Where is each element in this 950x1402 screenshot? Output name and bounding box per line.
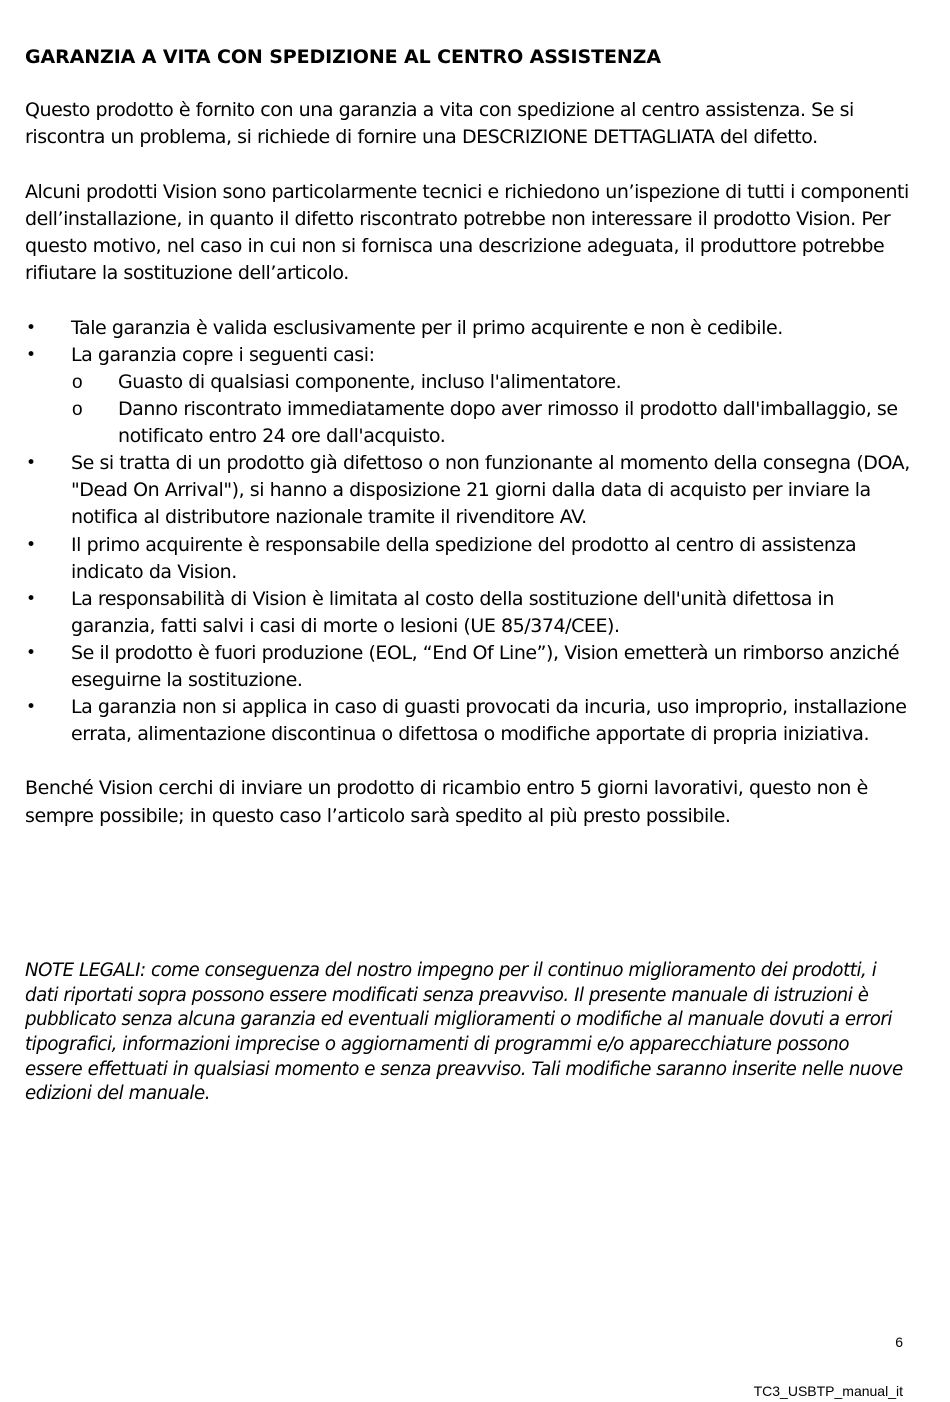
sub-list-item xyxy=(25,369,910,396)
list-item xyxy=(25,450,910,531)
warranty-heading: GARANZIA A VITA CON SPEDIZIONE AL CENTRO ASSISTENZA xyxy=(25,46,661,68)
bullet-marker: • xyxy=(26,642,36,663)
list-item-text: La garanzia non si applica in caso di guasti provocati da incuria, uso improprio, installazione errata, alimentazione discontinua o difettosa o modifiche apportate di propria iniziativa. xyxy=(71,696,907,746)
sub-list-item xyxy=(25,396,910,450)
sub-list-item-text: Guasto di qualsiasi componente, incluso l'alimentatore. xyxy=(118,370,622,393)
warranty-conditions-list xyxy=(25,315,910,749)
bullet-marker: • xyxy=(26,534,36,555)
list-item-text: Se si tratta di un prodotto già difettoso o non funzionante al momento della consegna (DOA, "Dead On Arrival"), si hanno a disposizione 21 giorni dalla data di acquisto per inviare la notifica al distributore nazionale tramite il rivenditore AV. xyxy=(71,452,910,529)
list-item xyxy=(25,694,910,748)
list-item-text: Il primo acquirente è responsabile della spedizione del prodotto al centro di assistenza indicato da Vision. xyxy=(71,533,857,583)
list-item-text: La responsabilità di Vision è limitata al costo della sostituzione dell'unità difettosa in garanzia, fatti salvi i casi di morte o lesioni (UE 85/374/CEE). xyxy=(71,587,834,637)
intro-paragraph: Questo prodotto è fornito con una garanzia a vita con spedizione al centro assistenza. Se si riscontra un problema, si richiede di fornire una DESCRIZIONE DETTAGLIATA del difetto. xyxy=(25,99,854,149)
closing-paragraph: Benché Vision cerchi di inviare un prodotto di ricambio entro 5 giorni lavorativi, questo non è sempre possibile; in questo caso l’articolo sarà spedito al più presto possibile. xyxy=(25,777,868,827)
bullet-marker: • xyxy=(26,317,36,338)
coverage-cases-list xyxy=(25,369,910,450)
page-number: 6 xyxy=(895,1334,903,1350)
bullet-marker: • xyxy=(26,344,36,365)
list-item-text: Tale garanzia è valida esclusivamente per il primo acquirente e non è cedibile. xyxy=(71,316,783,339)
list-item xyxy=(25,315,910,342)
inspection-paragraph: Alcuni prodotti Vision sono particolarmente tecnici e richiedono un’ispezione di tutti i componenti dell’installazione, in quanto il difetto riscontrato potrebbe non interessare il prodotto Vision. Per questo motivo, nel caso in cui non si fornisca una descrizione adeguata, il produttore potrebbe rifiutare la sostituzione dell’articolo. xyxy=(25,180,909,285)
list-item-text: La garanzia copre i seguenti casi: xyxy=(71,343,375,366)
sub-list-item-text: Danno riscontrato immediatamente dopo aver rimosso il prodotto dall'imballaggio, se notificato entro 24 ore dall'acquisto. xyxy=(118,398,898,448)
document-body xyxy=(25,44,910,1107)
legal-note: NOTE LEGALI: come conseguenza del nostro impegno per il continuo miglioramento dei prodotti, i dati riportati sopra possono essere modificati senza preavviso. Il presente manuale di istruzioni è pubblicato senza alcuna garanzia ed eventuali miglioramenti o modifiche al manuale dovuti a errori tipografici, informazioni imprecise o aggiornamenti di programmi e/o apparecchiature possono essere effettuati in qualsiasi momento e senza preavviso. Tali modifiche saranno inserite nelle nuove edizioni del manuale. xyxy=(25,959,903,1105)
spacer xyxy=(25,857,910,959)
bullet-marker: • xyxy=(26,588,36,609)
bullet-marker: • xyxy=(26,453,36,474)
sub-list-container xyxy=(25,369,910,450)
list-item xyxy=(25,342,910,369)
footer-filename: TC3_USBTP_manual_it xyxy=(753,1383,903,1399)
list-item-text: Se il prodotto è fuori produzione (EOL, “End Of Line”), Vision emetterà un rimborso anziché eseguirne la sostituzione. xyxy=(71,641,900,691)
list-item xyxy=(25,586,910,640)
list-item xyxy=(25,532,910,586)
sub-bullet-marker: o xyxy=(72,399,83,421)
list-item xyxy=(25,640,910,694)
bullet-marker: • xyxy=(26,697,36,718)
sub-bullet-marker: o xyxy=(72,371,83,393)
